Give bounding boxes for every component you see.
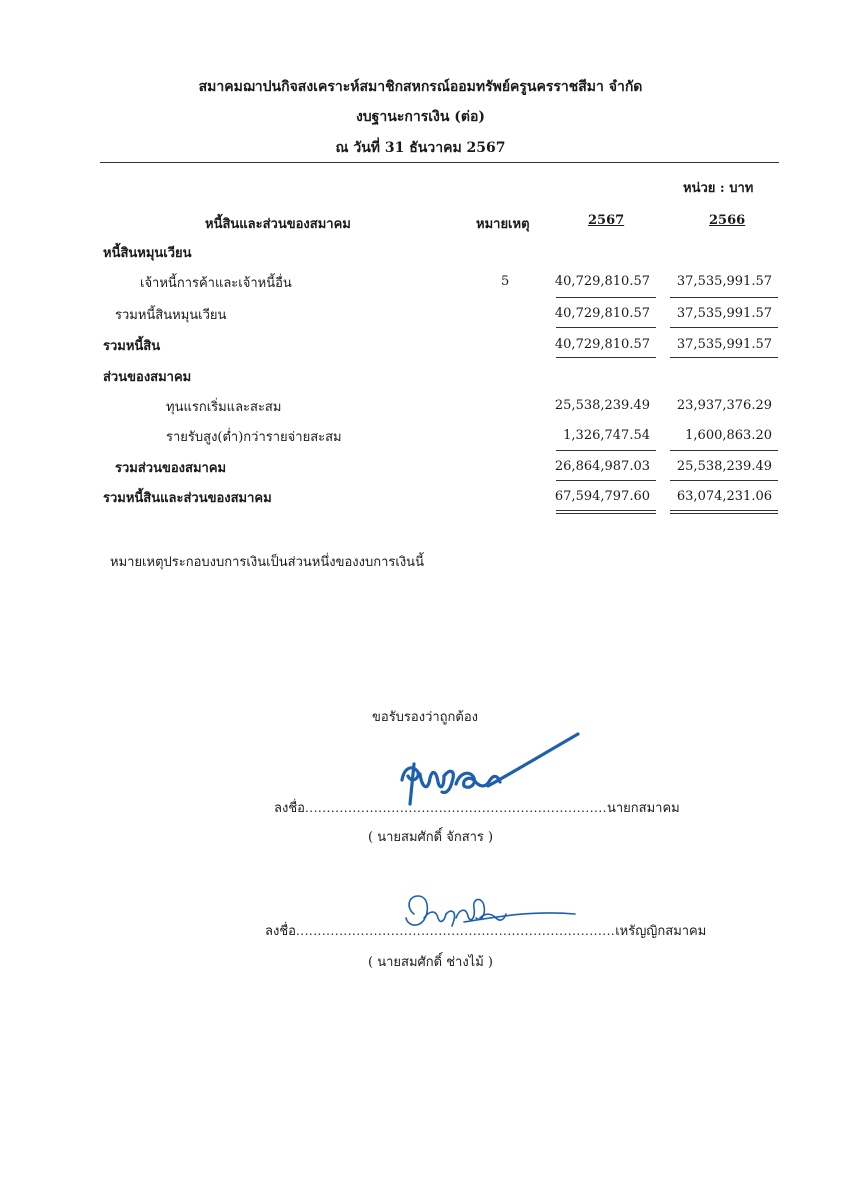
column-heading-2567: 2567: [588, 213, 625, 228]
subtotal-rule-2567: [556, 297, 656, 298]
unit-label: หน่วย : บาท: [683, 181, 754, 196]
value-accumulated-surplus-2567: 1,326,747.54: [563, 428, 650, 443]
total-liabilities-rule-2566: [670, 357, 778, 358]
header-rule: [100, 162, 779, 163]
row-label-total-liabilities: รวมหนี้สิน: [103, 339, 161, 354]
signature-dots-president: ......................................................................: [304, 801, 607, 815]
equity-total-rule-2566: [670, 480, 778, 481]
row-label-total-equity: รวมส่วนของสมาคม: [115, 461, 227, 476]
statement-title: งบฐานะการเงิน (ต่อ): [355, 109, 486, 125]
total-rule-2567: [556, 327, 656, 328]
signature-line-treasurer: [265, 920, 706, 941]
row-label-payables: เจ้าหนี้การค้าและเจ้าหนี้อื่น: [140, 276, 292, 291]
grand-total-double-rule-2566: [670, 510, 778, 514]
value-total-liabilities-2566: 37,535,991.57: [676, 337, 772, 352]
row-label-accumulated-surplus: รายรับสูง(ต่ำ)กว่ารายจ่ายสะสม: [166, 430, 342, 445]
row-note-payables: 5: [501, 274, 510, 289]
value-total-liabilities-and-equity-2567: 67,594,797.60: [554, 489, 650, 504]
signature-line-president: [274, 797, 680, 818]
total-rule-2566: [670, 327, 778, 328]
sign-prefix-president: ลงชื่อ: [274, 801, 305, 816]
role-president: นายกสมาคม: [606, 801, 680, 816]
role-treasurer: เหรัญญิกสมาคม: [615, 924, 707, 939]
value-initial-capital-2566: 23,937,376.29: [676, 398, 772, 413]
value-payables-2567: 40,729,810.57: [554, 274, 650, 289]
value-total-liabilities-and-equity-2566: 63,074,231.06: [676, 489, 772, 504]
signer-name-treasurer: ( นายสมศักดิ์ ช่างไม้ ): [368, 955, 493, 970]
column-heading-note: หมายเหตุ: [476, 217, 530, 232]
subtotal-rule-2566: [670, 297, 778, 298]
grand-total-double-rule-2567: [556, 510, 656, 514]
column-heading-2566: 2566: [709, 213, 746, 228]
value-total-equity-2567: 26,864,987.03: [554, 459, 650, 474]
value-total-liabilities-2567: 40,729,810.57: [554, 337, 650, 352]
value-total-equity-2566: 25,538,239.49: [676, 459, 772, 474]
footnote: หมายเหตุประกอบงบการเงินเป็นส่วนหนึ่งของงบการเงินนี้: [110, 555, 424, 570]
row-label-initial-capital: ทุนแรกเริ่มและสะสม: [166, 400, 282, 415]
sign-prefix-treasurer: ลงชื่อ: [265, 924, 296, 939]
value-total-current-liabilities-2566: 37,535,991.57: [676, 306, 772, 321]
row-label-total-current-liabilities: รวมหนี้สินหมุนเวียน: [115, 308, 227, 323]
equity-subtotal-rule-2566: [670, 450, 778, 451]
section-heading-equity: ส่วนของสมาคม: [103, 370, 192, 385]
equity-subtotal-rule-2567: [556, 450, 656, 451]
signer-name-president: ( นายสมศักดิ์ จักสาร ): [368, 830, 494, 845]
as-of-date: ณ วันที่ 31 ธันวาคม 2567: [335, 140, 506, 156]
section-heading-current-liabilities: หนี้สินหมุนเวียน: [103, 246, 192, 261]
organization-name: สมาคมฌาปนกิจสงเคราะห์สมาชิกสหกรณ์ออมทรัพย์ครูนครราชสีมา จำกัด: [198, 79, 643, 95]
row-label-total-liabilities-and-equity: รวมหนี้สินและส่วนของสมาคม: [103, 491, 272, 506]
total-liabilities-rule-2567: [556, 357, 656, 358]
signature-dots-treasurer: ..........................................................................: [295, 924, 616, 938]
value-total-current-liabilities-2567: 40,729,810.57: [554, 306, 650, 321]
certification-text: ขอรับรองว่าถูกต้อง: [372, 710, 479, 725]
column-heading-description: หนี้สินและส่วนของสมาคม: [205, 217, 351, 232]
value-accumulated-surplus-2566: 1,600,863.20: [685, 428, 772, 443]
value-initial-capital-2567: 25,538,239.49: [554, 398, 650, 413]
equity-total-rule-2567: [556, 480, 656, 481]
value-payables-2566: 37,535,991.57: [676, 274, 772, 289]
